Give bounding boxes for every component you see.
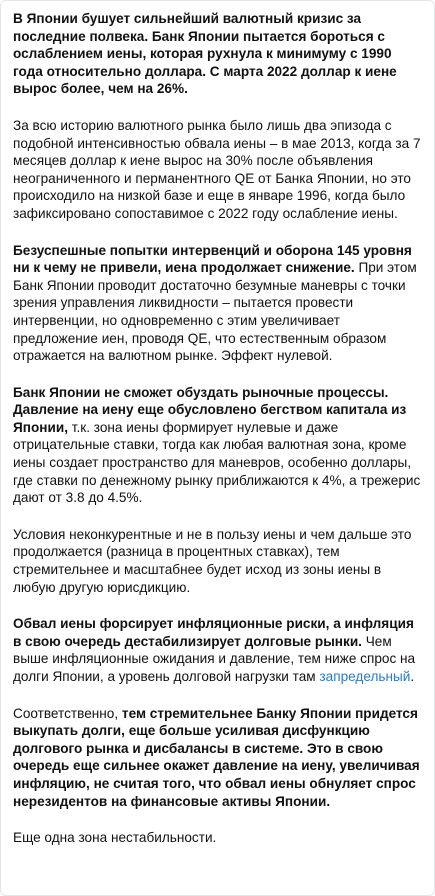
paragraph-inflation (13, 615, 424, 685)
paragraph-conclusion (13, 829, 424, 847)
paragraph-consequence (13, 705, 424, 811)
consequence-bold-text: тем стремительнее Банку Японии придется выкупать долги, еще больше усиливая дисфункцию долгового рынка и дисбалансы в системе. Это в свою очередь еще сильнее окажет давление на иену, увеличивая инфляцию, не считая того, что обвал иены обнуляет спрос нерезидентов на финансовые активы Японии. (13, 705, 420, 809)
intro-bold-text: В Японии бушует сильнейший валютный кризис за последние полвека. Банк Японии пытается бороться с ослаблением иены, которая рухнула к минимуму с 1990 года относительно доллара. С марта 2022 доллар к иене вырос более, чем на 26%. (13, 11, 397, 97)
inflation-end-text: . (410, 669, 415, 684)
interventions-bold-text: Безуспешные попытки интервенций и оборона 145 уровня ни к чему не привели, иена продолжает снижение. (13, 242, 412, 276)
paragraph-capital-flight (13, 384, 424, 507)
paragraph-history (13, 117, 424, 223)
inflation-text: Чем выше инфляционные ожидания и давление, тем ниже спрос на долги Японии, а уровень долговой нагрузки там (13, 633, 416, 684)
inflation-bold-text: Обвал иены форсирует инфляционные риски, а инфляция в свою очередь дестабилизирует долговые рынки. (13, 616, 414, 649)
paragraph-interventions (13, 242, 424, 365)
capital-flight-text: т.к. зона иены формирует нулевые и даже отрицательные ставки, тогда как любая валютная зона, кроме иены создает пространство для маневров, особенно доллары, где ставки по денежному рынку приближаются к 4%, а трежерис дают от 3.8 до 4.5%. (13, 419, 421, 506)
conclusion-text: Еще одна зона нестабильности. (13, 830, 217, 846)
history-text: За всю историю валютного рынка было лишь два эпизода с подобной интенсивностью обвала иены – в мае 2013, когда за 7 месяцев доллар к иене вырос на 30% после объявления неограниченного и перманентного QE от Банка Японии, но это происходило на низкой базе и еще в январе 1996, когда было зафиксировано сопоставимое с 2022 году ослабление иены. (13, 117, 421, 221)
conditions-text: Условия неконкурентные и не в пользу иены и чем дальше это продолжается (разница в процентных ставках), тем стремительнее и масштабнее будет исход из зоны иены в любую другую юрисдикцию. (13, 526, 412, 595)
consequence-text: Соответственно, (13, 705, 122, 721)
debt-level-link[interactable]: запредельный (319, 669, 411, 684)
interventions-text: При этом Банк Японии проводит достаточно безумные маневры с точки зрения управления ликвидности – пытается провести интервенции, но одновременно с этим увеличивает предложение иен, проводя QE, что естественным образом отражается на валютном рынке. Эффект нулевой. (13, 260, 417, 364)
capital-flight-bold-text: Банк Японии не сможет обуздать рыночные процессы. Давление на иену еще обусловлено бегством капитала из Японии, (13, 384, 407, 435)
paragraph-intro (13, 10, 424, 98)
paragraph-conditions (13, 526, 424, 596)
